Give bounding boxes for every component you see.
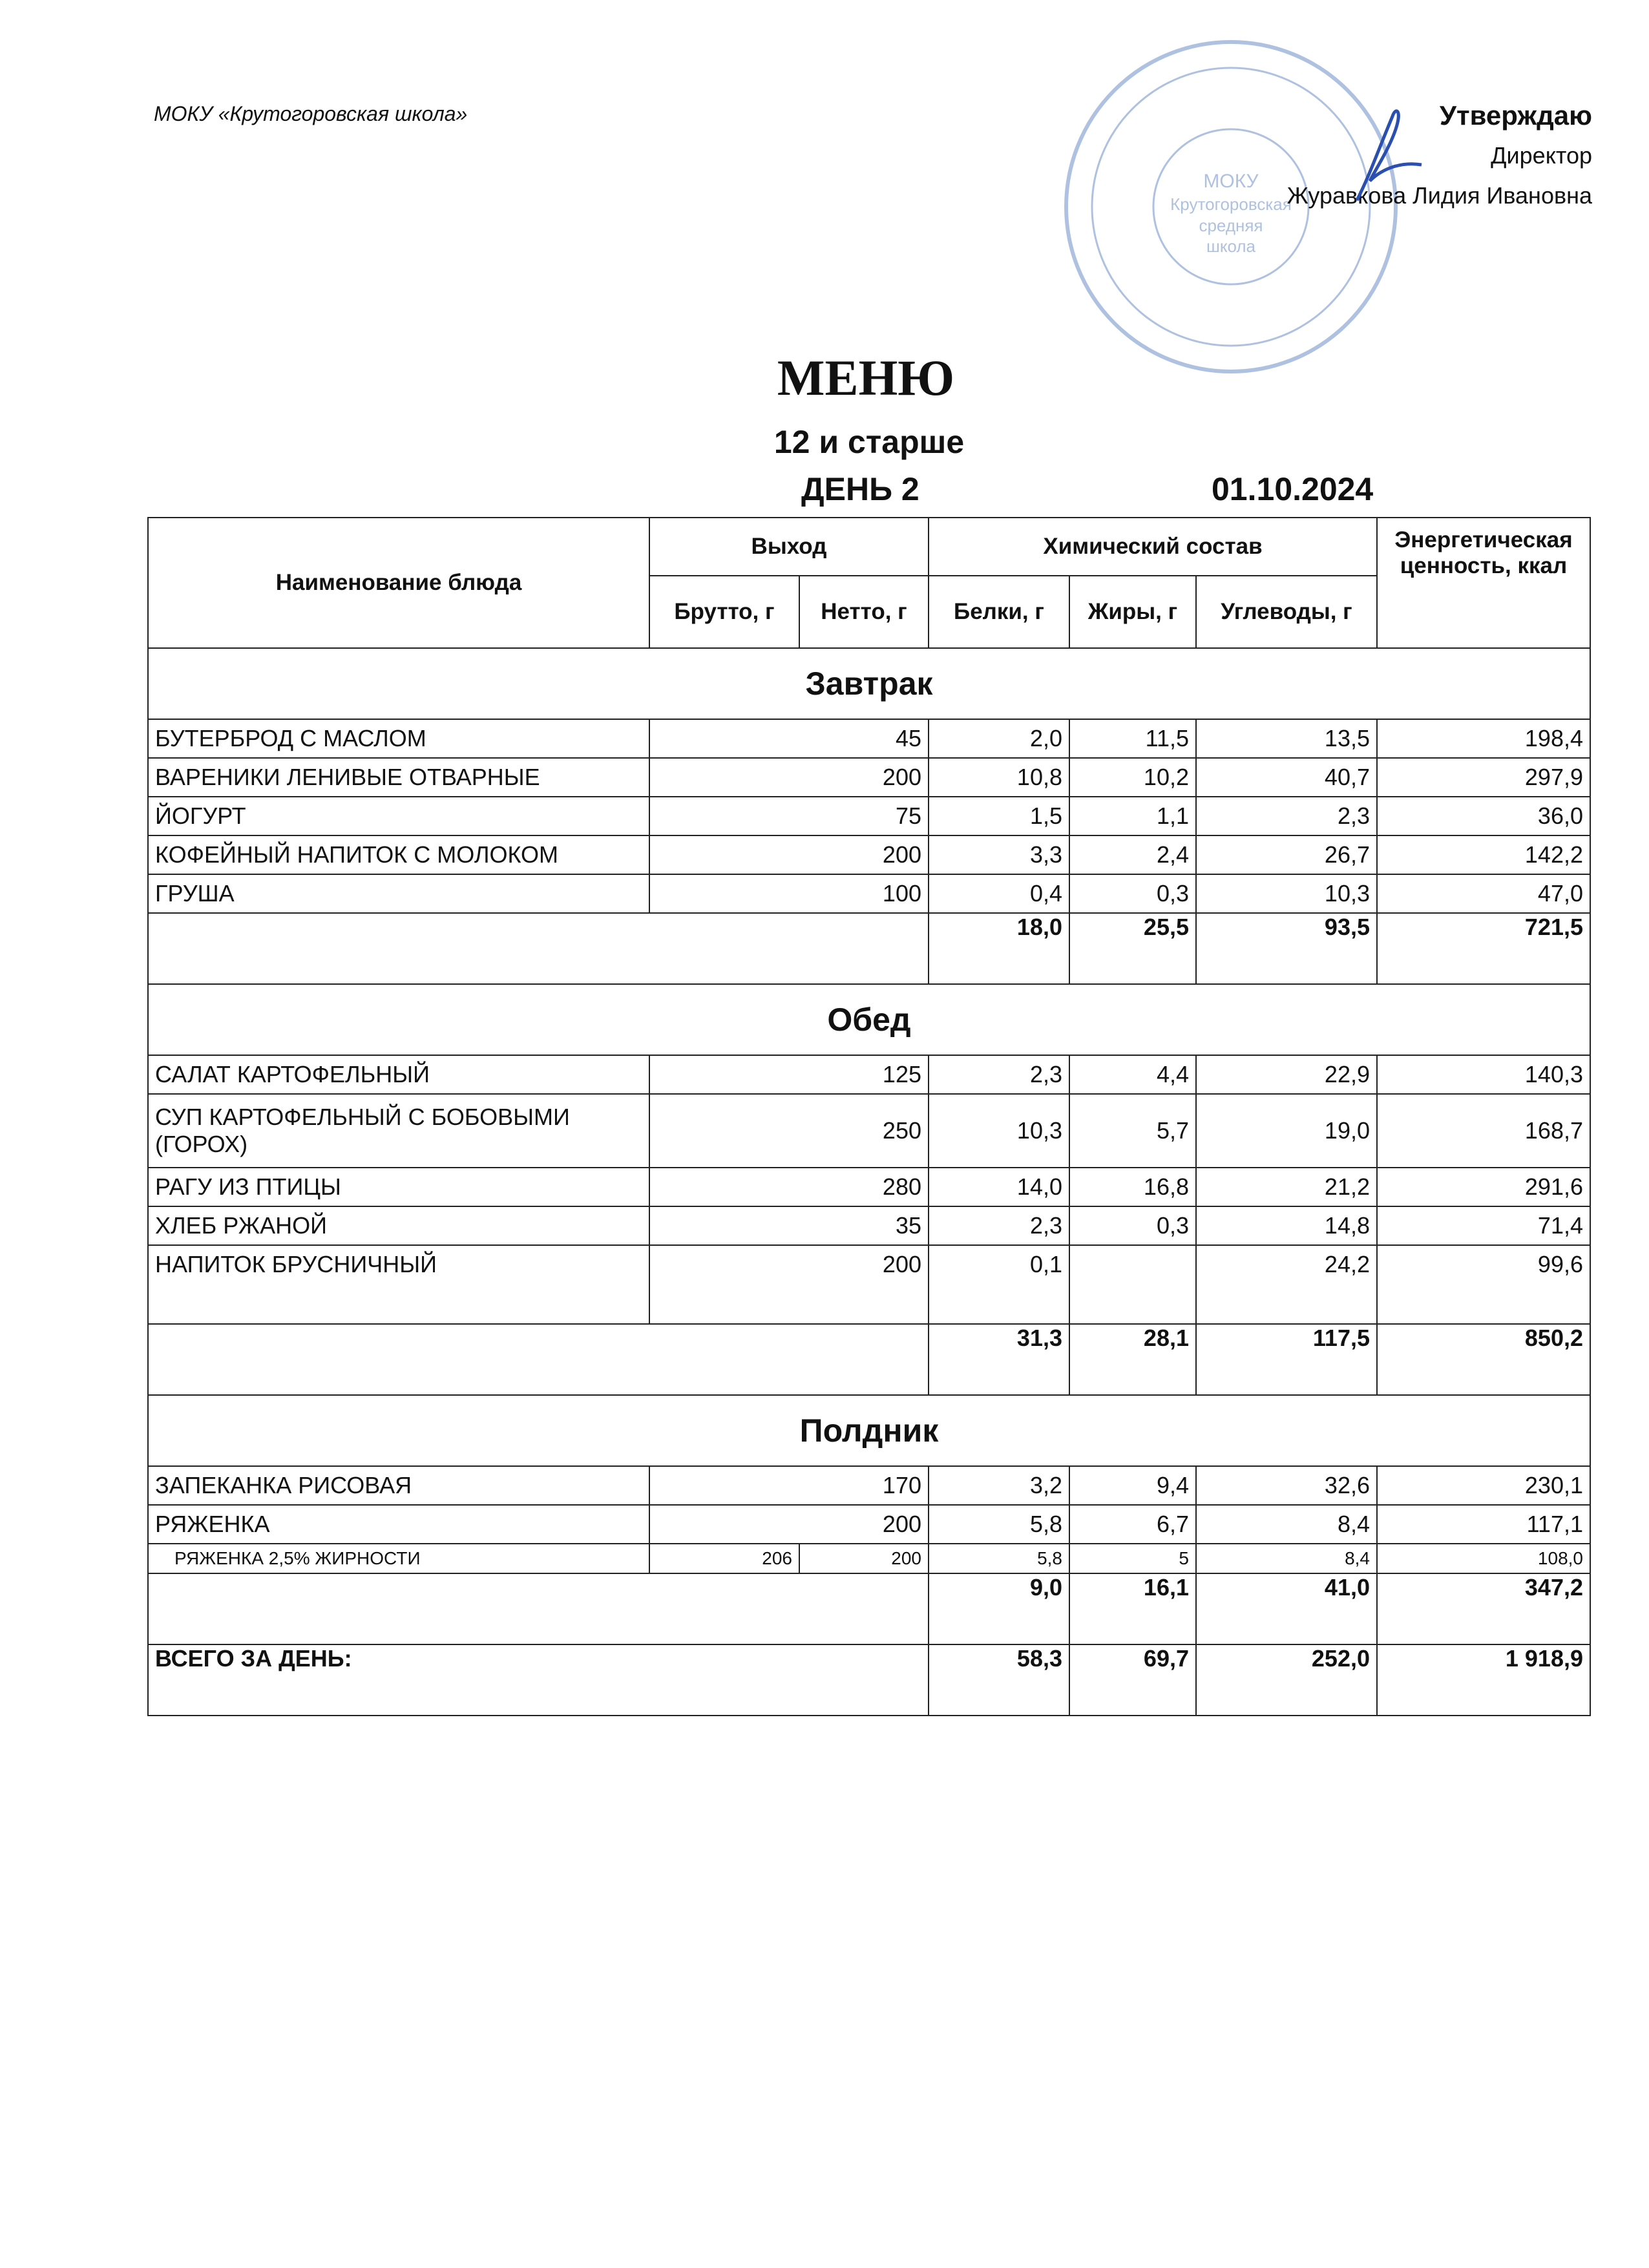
dish-protein: 14,0 — [929, 1168, 1069, 1206]
dish-carbs: 22,9 — [1196, 1055, 1377, 1094]
sum-energy: 721,5 — [1377, 913, 1590, 984]
svg-text:МОКУ: МОКУ — [1203, 171, 1259, 192]
dish-netto: 75 — [649, 797, 929, 835]
dish-fat: 6,7 — [1069, 1505, 1196, 1544]
dish-protein: 10,3 — [929, 1094, 1069, 1168]
sum-fat: 25,5 — [1069, 913, 1196, 984]
dish-fat: 16,8 — [1069, 1168, 1196, 1206]
dish-protein: 2,3 — [929, 1206, 1069, 1245]
svg-text:Крутогоровская: Крутогоровская — [1170, 194, 1292, 214]
dish-name: ГРУША — [148, 874, 649, 913]
dish-name: РАГУ ИЗ ПТИЦЫ — [148, 1168, 649, 1206]
ingredient-netto: 200 — [799, 1544, 929, 1573]
dish-netto: 200 — [649, 1245, 929, 1324]
table-row — [148, 797, 1590, 835]
dish-protein: 3,3 — [929, 835, 1069, 874]
col-fat-header: Жиры, г — [1069, 576, 1196, 648]
dish-fat: 5,7 — [1069, 1094, 1196, 1168]
dish-fat: 2,4 — [1069, 835, 1196, 874]
total-energy: 1 918,9 — [1377, 1644, 1590, 1716]
section-row — [148, 1395, 1590, 1466]
sum-fat: 16,1 — [1069, 1573, 1196, 1644]
dish-name: ХЛЕБ РЖАНОЙ — [148, 1206, 649, 1245]
section-sum-row — [148, 913, 1590, 984]
dish-netto: 200 — [649, 1505, 929, 1544]
sum-energy: 347,2 — [1377, 1573, 1590, 1644]
day-total-label: ВСЕГО ЗА ДЕНЬ: — [148, 1644, 929, 1716]
dish-energy: 36,0 — [1377, 797, 1590, 835]
sum-fat: 28,1 — [1069, 1324, 1196, 1395]
dish-energy: 230,1 — [1377, 1466, 1590, 1505]
sum-protein: 31,3 — [929, 1324, 1069, 1395]
director-name: Журавкова Лидия Ивановна — [1287, 182, 1592, 209]
section-sum-row — [148, 1324, 1590, 1395]
dish-energy: 291,6 — [1377, 1168, 1590, 1206]
dish-protein: 0,4 — [929, 874, 1069, 913]
dish-netto: 250 — [649, 1094, 929, 1168]
col-carbs-header: Углеводы, г — [1196, 576, 1377, 648]
menu-table — [147, 517, 1591, 1716]
sum-energy: 850,2 — [1377, 1324, 1590, 1395]
dish-energy: 71,4 — [1377, 1206, 1590, 1245]
director-position: Директор — [1491, 142, 1592, 169]
sum-carbs: 93,5 — [1196, 913, 1377, 984]
dish-name: НАПИТОК БРУСНИЧНЫЙ — [148, 1245, 649, 1324]
dish-protein: 5,8 — [929, 1505, 1069, 1544]
dish-name: САЛАТ КАРТОФЕЛЬНЫЙ — [148, 1055, 649, 1094]
dish-netto: 200 — [649, 835, 929, 874]
dish-netto: 45 — [649, 719, 929, 758]
ingredient-fat: 5 — [1069, 1544, 1196, 1573]
school-name: МОКУ «Крутогоровская школа» — [154, 102, 468, 125]
section-sum-row — [148, 1573, 1590, 1644]
col-brutto-header: Брутто, г — [649, 576, 799, 648]
ingredient-carbs: 8,4 — [1196, 1544, 1377, 1573]
dish-protein: 10,8 — [929, 758, 1069, 797]
menu-date: 01.10.2024 — [1212, 471, 1374, 507]
dish-energy: 47,0 — [1377, 874, 1590, 913]
section-title: Полдник — [148, 1395, 1590, 1466]
section-title: Обед — [148, 984, 1590, 1055]
dish-netto: 35 — [649, 1206, 929, 1245]
table-row — [148, 1206, 1590, 1245]
day-label: ДЕНЬ 2 — [801, 471, 919, 507]
dish-energy: 99,6 — [1377, 1245, 1590, 1324]
dish-fat: 10,2 — [1069, 758, 1196, 797]
total-carbs: 252,0 — [1196, 1644, 1377, 1716]
dish-name: СУП КАРТОФЕЛЬНЫЙ С БОБОВЫМИ (ГОРОХ) — [148, 1094, 649, 1168]
dish-carbs: 8,4 — [1196, 1505, 1377, 1544]
dish-energy: 297,9 — [1377, 758, 1590, 797]
dish-fat: 11,5 — [1069, 719, 1196, 758]
dish-netto: 100 — [649, 874, 929, 913]
dish-fat: 4,4 — [1069, 1055, 1196, 1094]
dish-carbs: 21,2 — [1196, 1168, 1377, 1206]
director-signature — [1331, 103, 1441, 207]
dish-carbs: 26,7 — [1196, 835, 1377, 874]
svg-text:школа: школа — [1206, 236, 1256, 256]
dish-name: БУТЕРБРОД С МАСЛОМ — [148, 719, 649, 758]
approve-label: Утверждаю — [1439, 100, 1592, 131]
dish-carbs: 10,3 — [1196, 874, 1377, 913]
ingredient-protein: 5,8 — [929, 1544, 1069, 1573]
ingredient-name: РЯЖЕНКА 2,5% ЖИРНОСТИ — [148, 1544, 649, 1573]
section-row — [148, 984, 1590, 1055]
dish-fat: 0,3 — [1069, 874, 1196, 913]
dish-energy: 117,1 — [1377, 1505, 1590, 1544]
col-chem-header: Химический состав — [929, 518, 1377, 576]
day-total-row — [148, 1644, 1590, 1716]
dish-fat: 9,4 — [1069, 1466, 1196, 1505]
dish-protein: 1,5 — [929, 797, 1069, 835]
svg-text:средняя: средняя — [1199, 216, 1263, 235]
dish-name: РЯЖЕНКА — [148, 1505, 649, 1544]
dish-carbs: 40,7 — [1196, 758, 1377, 797]
col-name-header: Наименование блюда — [148, 518, 649, 648]
dish-fat: 1,1 — [1069, 797, 1196, 835]
dish-name: ВАРЕНИКИ ЛЕНИВЫЕ ОТВАРНЫЕ — [148, 758, 649, 797]
dish-netto: 200 — [649, 758, 929, 797]
total-protein: 58,3 — [929, 1644, 1069, 1716]
dish-protein: 2,0 — [929, 719, 1069, 758]
col-energy-header: Энергетическая ценность, ккал — [1377, 518, 1590, 648]
ingredient-energy: 108,0 — [1377, 1544, 1590, 1573]
section-row — [148, 648, 1590, 719]
col-output-header: Выход — [649, 518, 929, 576]
dish-netto: 280 — [649, 1168, 929, 1206]
dish-energy: 140,3 — [1377, 1055, 1590, 1094]
table-row — [148, 1245, 1590, 1324]
dish-netto: 125 — [649, 1055, 929, 1094]
table-row — [148, 719, 1590, 758]
table-row — [148, 1094, 1590, 1168]
dish-protein: 0,1 — [929, 1245, 1069, 1324]
dish-name: КОФЕЙНЫЙ НАПИТОК С МОЛОКОМ — [148, 835, 649, 874]
table-header-row — [148, 518, 1590, 576]
dish-fat: 0,3 — [1069, 1206, 1196, 1245]
table-row — [148, 1168, 1590, 1206]
table-row — [148, 1505, 1590, 1544]
dish-energy: 168,7 — [1377, 1094, 1590, 1168]
dish-carbs: 2,3 — [1196, 797, 1377, 835]
dish-name: ЙОГУРТ — [148, 797, 649, 835]
dish-carbs: 19,0 — [1196, 1094, 1377, 1168]
table-row — [148, 835, 1590, 874]
dish-carbs: 32,6 — [1196, 1466, 1377, 1505]
section-title: Завтрак — [148, 648, 1590, 719]
sum-carbs: 41,0 — [1196, 1573, 1377, 1644]
sum-protein: 9,0 — [929, 1573, 1069, 1644]
dish-carbs: 13,5 — [1196, 719, 1377, 758]
sum-carbs: 117,5 — [1196, 1324, 1377, 1395]
col-protein-header: Белки, г — [929, 576, 1069, 648]
dish-carbs: 14,8 — [1196, 1206, 1377, 1245]
dish-energy: 198,4 — [1377, 719, 1590, 758]
col-netto-header: Нетто, г — [799, 576, 929, 648]
total-fat: 69,7 — [1069, 1644, 1196, 1716]
age-group: 12 и старше — [773, 424, 965, 460]
dish-energy: 142,2 — [1377, 835, 1590, 874]
table-subrow — [148, 1544, 1590, 1573]
dish-protein: 2,3 — [929, 1055, 1069, 1094]
table-row — [148, 1055, 1590, 1094]
table-row — [148, 874, 1590, 913]
dish-carbs: 24,2 — [1196, 1245, 1377, 1324]
table-row — [148, 1466, 1590, 1505]
dish-protein: 3,2 — [929, 1466, 1069, 1505]
sum-protein: 18,0 — [929, 913, 1069, 984]
dish-netto: 170 — [649, 1466, 929, 1505]
ingredient-brutto: 206 — [649, 1544, 799, 1573]
page-title: МЕНЮ — [777, 350, 955, 406]
dish-name: ЗАПЕКАНКА РИСОВАЯ — [148, 1466, 649, 1505]
dish-fat — [1069, 1245, 1196, 1324]
table-row — [148, 758, 1590, 797]
